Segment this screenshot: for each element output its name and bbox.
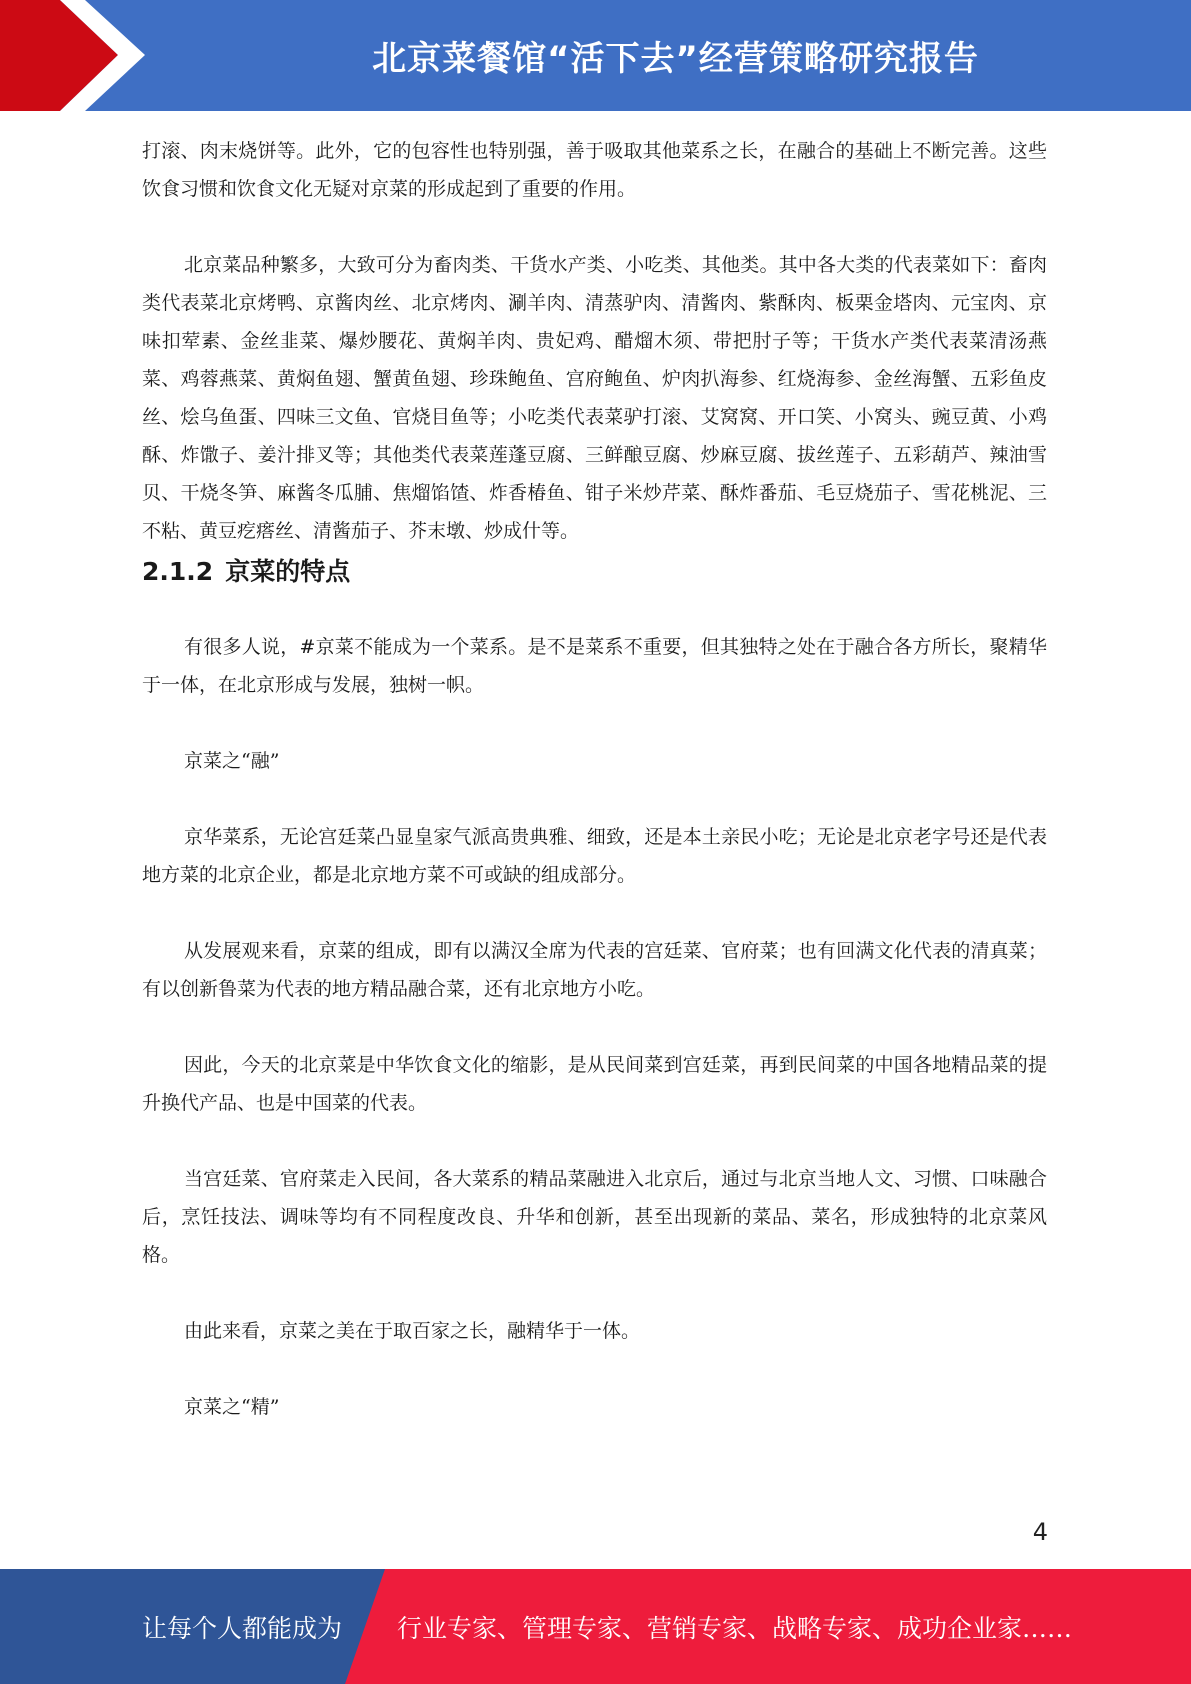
paragraph-dish-list: 北京菜品种繁多，大致可分为畜肉类、干货水产类、小吃类、其他类。其中各大类的代表菜如下：畜肉类代表菜北京烤鸭、京酱肉丝、北京烤肉、涮羊肉、清蒸驴肉、清酱肉、紫酥肉、板栗金塔肉、元宝肉、京味扣荤素、金丝韭菜、爆炒腰花、黄焖羊肉、贵妃鸡、醋熘木须、带把肘子等；干货水产类代表菜清汤燕菜、鸡蓉燕菜、黄焖鱼翅、蟹黄鱼翅、珍珠鲍鱼、宫府鲍鱼、炉肉扒海参、红烧海参、金丝海蟹、五彩鱼皮丝、烩乌鱼蛋、四味三文鱼、官烧目鱼等；小吃类代表菜驴打滚、艾窝窝、开口笑、小窝头、豌豆黄、小鸡酥、炸馓子、姜汁排叉等；其他类代表菜莲蓬豆腐、三鲜酿豆腐、炒麻豆腐、拔丝莲子、五彩葫芦、辣油雪贝、干烧冬笋、麻酱冬瓜脯、焦熘馅馇、炸香椿鱼、钳子米炒芹菜、酥炸番茄、毛豆烧茄子、雪花桃泥、三不粘、黄豆疙瘩丝、清酱茄子、芥末墩、炒成什等。 <box>142 254 1047 542</box>
paragraph-7: 因此，今天的北京菜是中华饮食文化的缩影，是从民间菜到宫廷菜，再到民间菜的中国各地精品菜的提升换代产品、也是中国菜的代表。 <box>142 1054 1047 1114</box>
section-title: 京菜的特点 <box>225 557 351 586</box>
footer-slogan-left: 让每个人都能成为 <box>142 1613 343 1643</box>
header-arrow-decoration <box>0 0 200 111</box>
paragraph-3: 有很多人说，#京菜不能成为一个菜系。是不是菜系不重要，但其独特之处在于融合各方所长，聚精华于一体，在北京形成与发展，独树一帜。 <box>142 636 1047 696</box>
footer-slogan-right: 行业专家、管理专家、营销专家、战略专家、成功企业家…… <box>397 1613 1073 1643</box>
page-header <box>0 0 1191 111</box>
subheading-rong: 京菜之“融” <box>184 750 280 772</box>
subheading-jing: 京菜之“精” <box>184 1396 280 1418</box>
page-footer <box>0 1569 1191 1684</box>
paragraph-1: 打滚、肉末烧饼等。此外，它的包容性也特别强，善于吸取其他菜系之长，在融合的基础上不断完善。这些饮食习惯和饮食文化无疑对京菜的形成起到了重要的作用。 <box>142 140 1047 200</box>
document-body <box>142 132 1047 1426</box>
paragraph-8: 当宫廷菜、官府菜走入民间，各大菜系的精品菜融进入北京后，通过与北京当地人文、习惯、口味融合后，烹饪技法、调味等均有不同程度改良、升华和创新，甚至出现新的菜品、菜名，形成独特的北京菜风格。 <box>142 1168 1047 1266</box>
section-number: 2.1.2 <box>142 557 214 586</box>
paragraph-9: 由此来看，京菜之美在于取百家之长，融精华于一体。 <box>184 1320 641 1342</box>
paragraph-6: 从发展观来看，京菜的组成，即有以满汉全席为代表的宫廷菜、官府菜；也有回满文化代表的清真菜；有以创新鲁菜为代表的地方精品融合菜，还有北京地方小吃。 <box>142 940 1047 1000</box>
report-title: 北京菜餐馆“活下去”经营策略研究报告 <box>372 39 979 79</box>
section-heading <box>142 554 1047 590</box>
page-number: 4 <box>1032 1518 1048 1546</box>
paragraph-5: 京华菜系，无论宫廷菜凸显皇家气派高贵典雅、细致，还是本土亲民小吃；无论是北京老字号还是代表地方菜的北京企业，都是北京地方菜不可或缺的组成部分。 <box>142 826 1047 886</box>
